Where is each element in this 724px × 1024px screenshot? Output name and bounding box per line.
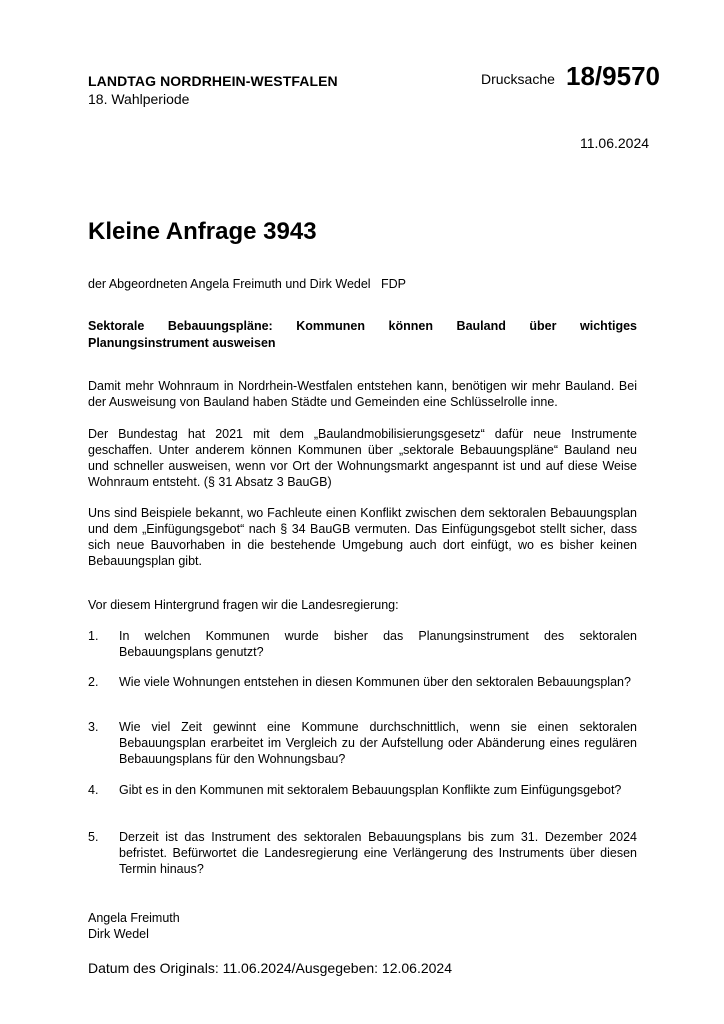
- footer-dates: Datum des Originals: 11.06.2024/Ausgegeben: 12.06.2024: [88, 960, 452, 976]
- subject-line-1: Sektorale Bebauungspläne: Kommunen können Bauland über wichtiges: [88, 319, 637, 333]
- paragraph-2: Der Bundestag hat 2021 mit dem „Baulandmobilisierungsgesetz“ dafür neue Instrumente geschaffen. Unter anderem können Kommunen über „sektorale Bebauungspläne“ Bauland neu und schneller ausweisen, wenn vor Ort der Wohnungsmarkt angespannt ist und auf diese Weise Wohnraum entsteht. (§ 31 Absatz 3 BauGB): [88, 427, 637, 489]
- subject-heading: [88, 318, 637, 352]
- question-text: Derzeit ist das Instrument des sektoralen Bebauungsplans bis zum 31. Dezember 2024 befristet. Befürwortet die Landesregierung eine Verlängerung des Instruments über diesen Termin hinaus?: [119, 830, 637, 876]
- question-text: Wie viele Wohnungen entstehen in diesen Kommunen über den sektoralen Bebauungsplan?: [119, 675, 631, 689]
- question-text: Gibt es in den Kommunen mit sektoralem Bebauungsplan Konflikte zum Einfügungsgebot?: [119, 783, 622, 797]
- question-text: In welchen Kommunen wurde bisher das Planungsinstrument des sektoralen Bebauungsplans genutzt?: [119, 629, 637, 659]
- question-item: [88, 782, 637, 798]
- question-text: Wie viel Zeit gewinnt eine Kommune durchschnittlich, wenn sie einen sektoralen Bebauungsplan erarbeitet im Vergleich zu der Aufstellung oder Abänderung eines regulären Bebauungsplans für den Wohnungsbau?: [119, 720, 637, 766]
- question-number: 4.: [88, 783, 99, 797]
- questions-intro: Vor diesem Hintergrund fragen wir die Landesregierung:: [88, 598, 399, 612]
- question-number: 2.: [88, 675, 99, 689]
- drucksache-label: Drucksache: [481, 71, 555, 87]
- authors-line: der Abgeordneten Angela Freimuth und Dirk Wedel FDP: [88, 277, 406, 291]
- question-item: [88, 674, 637, 690]
- paragraph-3: Uns sind Beispiele bekannt, wo Fachleute einen Konflikt zwischen dem sektoralen Bebauungsplan und dem „Einfügungsgebot“ nach § 34 BauGB vermuten. Das Einfügungsgebot stellt sicher, dass sich neue Bauvorhaben in die bestehende Umgebung auch dort einfügt, wo es bisher keinen Bebauungsplan gibt.: [88, 506, 637, 568]
- subject-line-2: Planungsinstrument ausweisen: [88, 336, 276, 350]
- signatory-name: Dirk Wedel: [88, 927, 149, 941]
- signatory-name: Angela Freimuth: [88, 911, 180, 925]
- parliament-name: LANDTAG NORDRHEIN-WESTFALEN: [88, 73, 338, 89]
- question-item: [88, 829, 637, 877]
- question-item: [88, 719, 637, 767]
- drucksache-number: 18/9570: [566, 61, 660, 91]
- document-date: 11.06.2024: [580, 135, 650, 151]
- document-title: Kleine Anfrage 3943: [88, 218, 317, 245]
- paragraph-1: Damit mehr Wohnraum in Nordrhein-Westfalen entstehen kann, benötigen wir mehr Bauland. Bei der Ausweisung von Bauland haben Städte und Gemeinden eine Schlüsselrolle inne.: [88, 379, 637, 409]
- question-number: 5.: [88, 830, 99, 844]
- question-number: 1.: [88, 629, 99, 643]
- question-item: [88, 628, 637, 660]
- electoral-period: 18. Wahlperiode: [88, 91, 190, 107]
- signatories: [88, 910, 180, 942]
- question-number: 3.: [88, 720, 99, 734]
